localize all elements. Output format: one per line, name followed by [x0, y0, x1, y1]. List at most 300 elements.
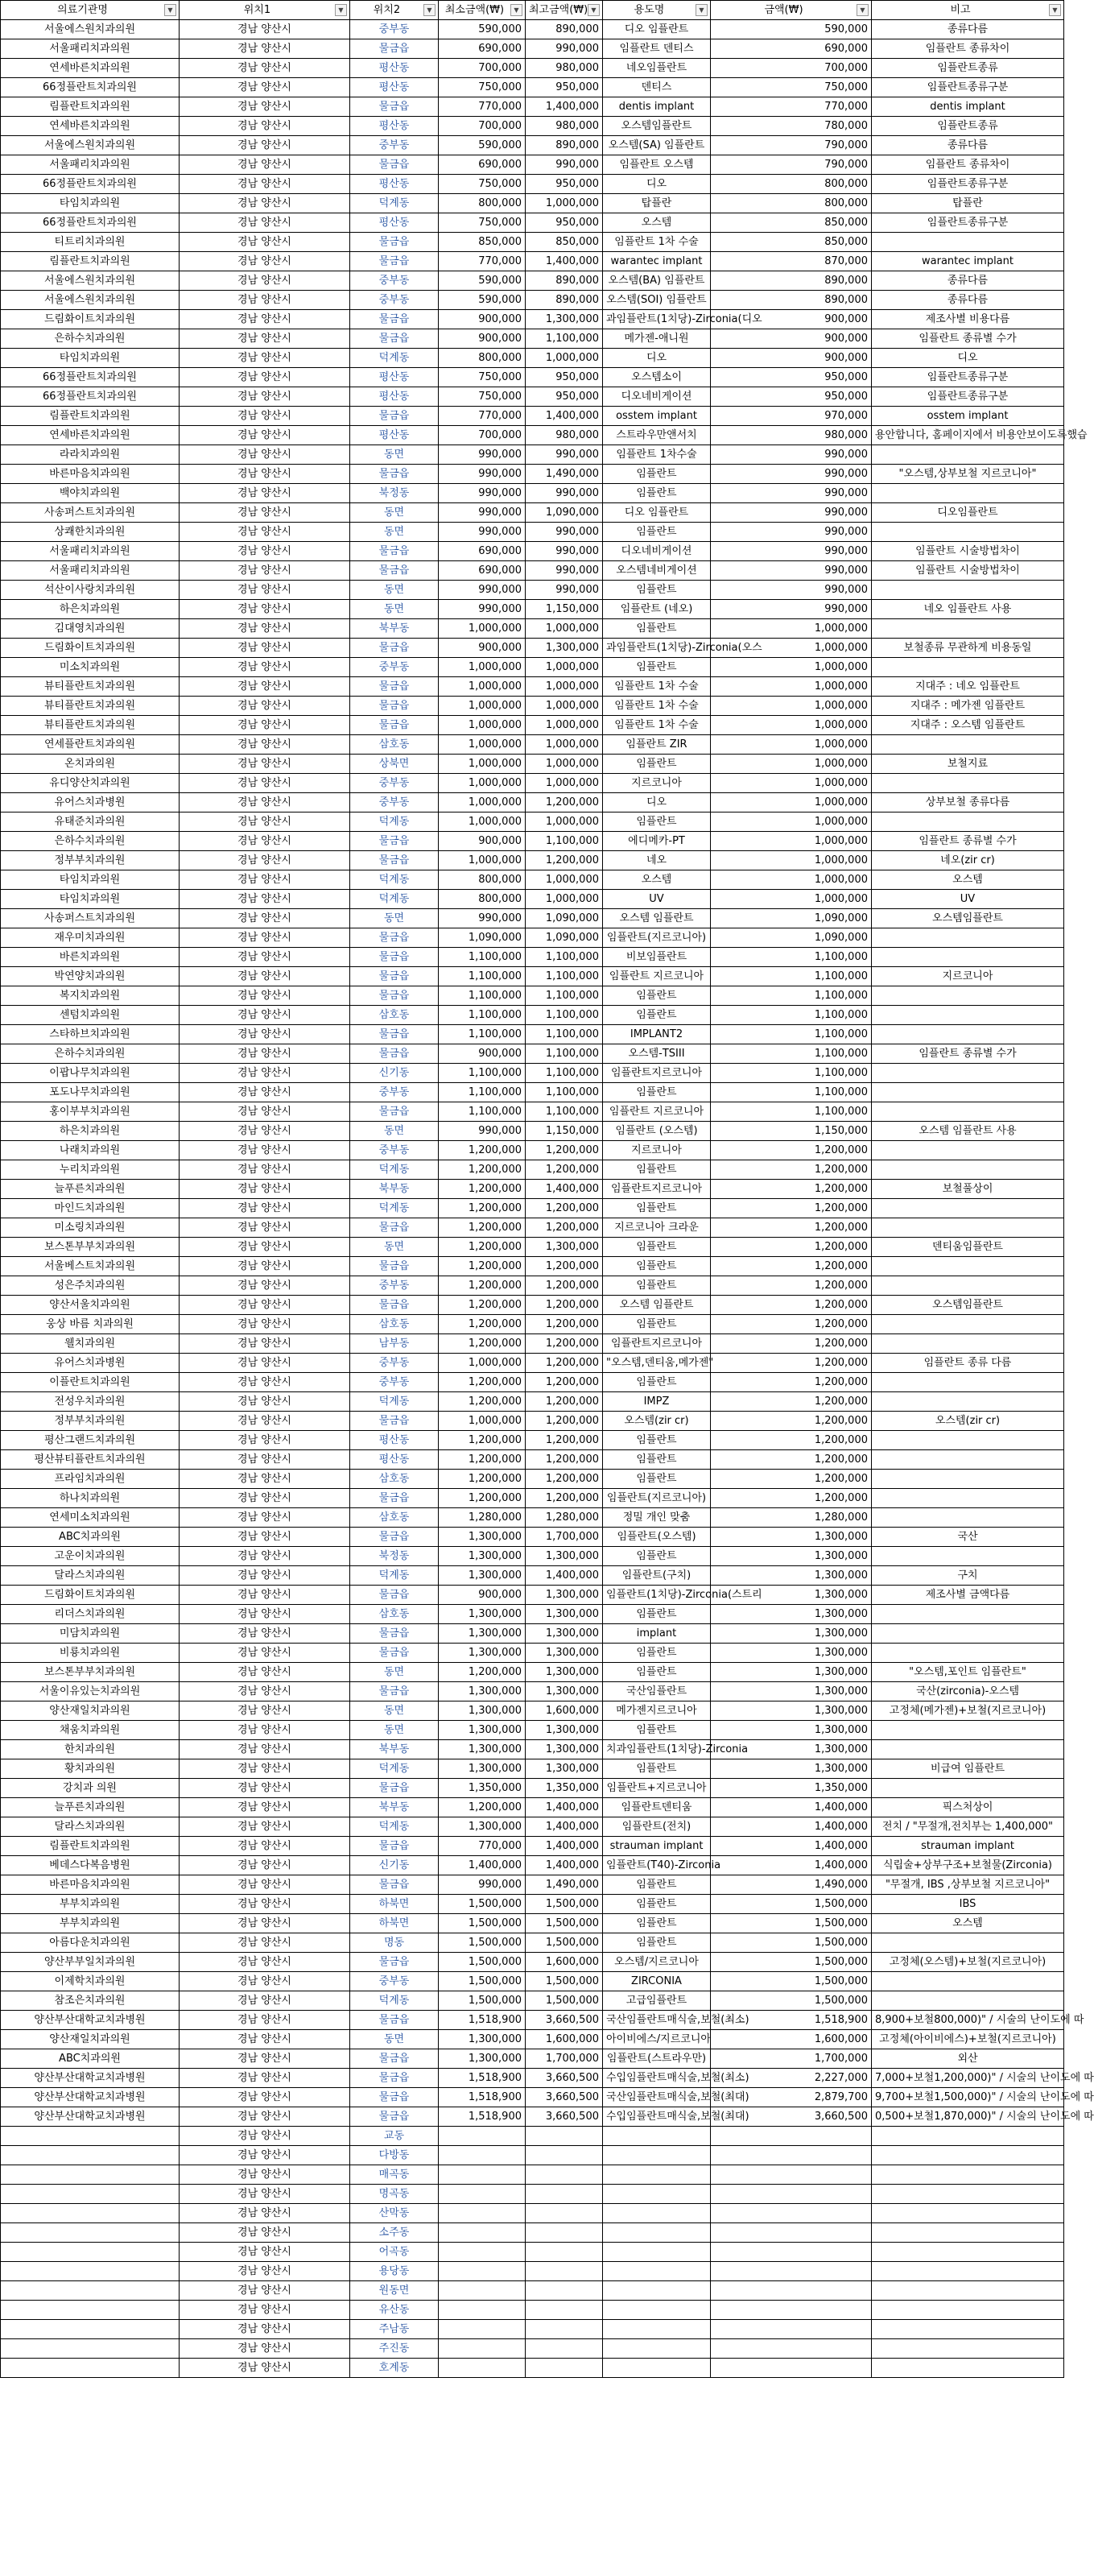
cell-location2[interactable]: 다방동 [350, 2146, 439, 2165]
cell-hospital-name[interactable] [1, 2359, 180, 2378]
cell-note[interactable]: 임플란트 시술방법차이 [872, 542, 1064, 561]
cell-usage-name[interactable]: 디오 [603, 349, 711, 368]
cell-min-price[interactable]: 1,300,000 [439, 1624, 526, 1644]
cell-min-price[interactable]: 990,000 [439, 581, 526, 600]
cell-min-price[interactable]: 1,000,000 [439, 735, 526, 755]
cell-min-price[interactable]: 990,000 [439, 600, 526, 619]
cell-location1[interactable]: 경남 양산시 [180, 1528, 350, 1547]
cell-note[interactable] [872, 1064, 1064, 1083]
cell-price[interactable]: 1,100,000 [711, 1006, 872, 1025]
cell-note[interactable] [872, 2281, 1064, 2301]
cell-price[interactable]: 1,300,000 [711, 1528, 872, 1547]
cell-price[interactable]: 1,300,000 [711, 1682, 872, 1701]
cell-max-price[interactable]: 1,200,000 [526, 1470, 603, 1489]
cell-location2[interactable]: 평산동 [350, 387, 439, 407]
cell-hospital-name[interactable]: ABC치과의원 [1, 2049, 180, 2069]
cell-usage-name[interactable]: 과임플란트(1치당)-Zirconia(오스 [603, 639, 711, 658]
cell-hospital-name[interactable]: 양산서울치과의원 [1, 1296, 180, 1315]
cell-location1[interactable]: 경남 양산시 [180, 1701, 350, 1721]
cell-location2[interactable]: 물금읍 [350, 1296, 439, 1315]
cell-location1[interactable]: 경남 양산시 [180, 387, 350, 407]
cell-location2[interactable]: 중부동 [350, 1141, 439, 1160]
cell-max-price[interactable]: 1,150,000 [526, 1122, 603, 1141]
cell-usage-name[interactable]: 임플란트 [603, 1895, 711, 1914]
cell-max-price[interactable]: 990,000 [526, 523, 603, 542]
dropdown-arrow-icon[interactable]: ▼ [857, 4, 869, 16]
cell-note[interactable]: 오스템 [872, 870, 1064, 890]
cell-price[interactable]: 990,000 [711, 561, 872, 581]
cell-max-price[interactable]: 1,100,000 [526, 832, 603, 851]
cell-min-price[interactable]: 1,300,000 [439, 2030, 526, 2049]
cell-price[interactable]: 1,000,000 [711, 619, 872, 639]
cell-location2[interactable]: 중부동 [350, 271, 439, 291]
cell-max-price[interactable]: 1,300,000 [526, 1663, 603, 1682]
cell-price[interactable]: 1,200,000 [711, 1257, 872, 1276]
cell-usage-name[interactable]: 임플란트덴티움 [603, 1798, 711, 1817]
cell-location2[interactable]: 평산동 [350, 1450, 439, 1470]
cell-location1[interactable]: 경남 양산시 [180, 484, 350, 503]
cell-min-price[interactable]: 750,000 [439, 78, 526, 97]
cell-min-price[interactable]: 1,200,000 [439, 1798, 526, 1817]
cell-max-price[interactable]: 1,100,000 [526, 948, 603, 967]
cell-usage-name[interactable]: 메가젠-애니원 [603, 329, 711, 349]
cell-min-price[interactable]: 700,000 [439, 117, 526, 136]
cell-location1[interactable]: 경남 양산시 [180, 1180, 350, 1199]
cell-price[interactable]: 1,000,000 [711, 793, 872, 812]
cell-price[interactable]: 1,200,000 [711, 1489, 872, 1508]
cell-min-price[interactable]: 990,000 [439, 465, 526, 484]
cell-location2[interactable]: 유산동 [350, 2301, 439, 2320]
cell-price[interactable]: 890,000 [711, 271, 872, 291]
cell-note[interactable]: 임플란트종류구분 [872, 213, 1064, 233]
cell-note[interactable] [872, 1199, 1064, 1218]
cell-min-price[interactable]: 1,200,000 [439, 1334, 526, 1354]
cell-location2[interactable]: 동면 [350, 1721, 439, 1740]
cell-hospital-name[interactable]: 타임치과의원 [1, 870, 180, 890]
cell-max-price[interactable]: 1,280,000 [526, 1508, 603, 1528]
cell-location1[interactable]: 경남 양산시 [180, 2243, 350, 2262]
cell-max-price[interactable] [526, 2204, 603, 2223]
cell-hospital-name[interactable]: 양산부산대학교치과병원 [1, 2107, 180, 2127]
cell-price[interactable]: 1,000,000 [711, 812, 872, 832]
cell-min-price[interactable]: 690,000 [439, 542, 526, 561]
cell-location1[interactable]: 경남 양산시 [180, 1489, 350, 1508]
cell-usage-name[interactable]: 임플란트(전치) [603, 1817, 711, 1837]
cell-location2[interactable]: 물금읍 [350, 677, 439, 697]
cell-max-price[interactable]: 990,000 [526, 39, 603, 59]
cell-location1[interactable]: 경남 양산시 [180, 561, 350, 581]
cell-max-price[interactable]: 1,600,000 [526, 1953, 603, 1972]
cell-hospital-name[interactable]: 채움치과의원 [1, 1721, 180, 1740]
cell-location2[interactable]: 물금읍 [350, 1682, 439, 1701]
cell-min-price[interactable]: 1,000,000 [439, 619, 526, 639]
cell-note[interactable] [872, 1334, 1064, 1354]
cell-usage-name[interactable]: 오스템/지르코니아 [603, 1953, 711, 1972]
cell-hospital-name[interactable]: 하나치과의원 [1, 1489, 180, 1508]
cell-max-price[interactable]: 1,100,000 [526, 1102, 603, 1122]
cell-price[interactable]: 1,000,000 [711, 697, 872, 716]
header-max-price[interactable]: 최고금액(₩) ▼ [526, 1, 603, 20]
cell-location2[interactable]: 중부동 [350, 1083, 439, 1102]
cell-max-price[interactable]: 850,000 [526, 233, 603, 252]
cell-usage-name[interactable] [603, 2339, 711, 2359]
cell-location1[interactable]: 경남 양산시 [180, 1392, 350, 1412]
cell-usage-name[interactable]: 임플란트 1차 수술 [603, 233, 711, 252]
cell-price[interactable]: 1,000,000 [711, 658, 872, 677]
cell-max-price[interactable]: 1,200,000 [526, 1199, 603, 1218]
cell-usage-name[interactable]: 치과임플란트(1치당)-Zirconia [603, 1740, 711, 1759]
cell-min-price[interactable]: 1,300,000 [439, 1566, 526, 1586]
cell-location1[interactable]: 경남 양산시 [180, 1450, 350, 1470]
cell-note[interactable]: osstem implant [872, 407, 1064, 426]
cell-location2[interactable]: 물금읍 [350, 1489, 439, 1508]
cell-note[interactable]: 고정체(오스템)+보철(지르코니아) [872, 1953, 1064, 1972]
cell-hospital-name[interactable]: 미소링치과의원 [1, 1218, 180, 1238]
cell-note[interactable]: 임플란트종류구분 [872, 175, 1064, 194]
cell-location2[interactable]: 물금읍 [350, 252, 439, 271]
cell-price[interactable]: 900,000 [711, 310, 872, 329]
cell-price[interactable]: 1,100,000 [711, 1064, 872, 1083]
cell-min-price[interactable]: 1,300,000 [439, 1817, 526, 1837]
cell-min-price[interactable]: 1,500,000 [439, 1972, 526, 1991]
cell-location2[interactable]: 남부동 [350, 1334, 439, 1354]
cell-price[interactable]: 1,350,000 [711, 1779, 872, 1798]
cell-price[interactable] [711, 2223, 872, 2243]
cell-location1[interactable]: 경남 양산시 [180, 1412, 350, 1431]
cell-max-price[interactable]: 1,300,000 [526, 1238, 603, 1257]
cell-location1[interactable]: 경남 양산시 [180, 1798, 350, 1817]
cell-hospital-name[interactable]: 상쾌한치과의원 [1, 523, 180, 542]
cell-usage-name[interactable]: 지르코니아 [603, 1141, 711, 1160]
cell-note[interactable] [872, 774, 1064, 793]
cell-location1[interactable]: 경남 양산시 [180, 1721, 350, 1740]
cell-usage-name[interactable]: 덴티스 [603, 78, 711, 97]
cell-usage-name[interactable] [603, 2146, 711, 2165]
cell-max-price[interactable]: 1,000,000 [526, 716, 603, 735]
cell-note[interactable] [872, 1102, 1064, 1122]
cell-note[interactable] [872, 1083, 1064, 1102]
cell-price[interactable]: 1,090,000 [711, 909, 872, 928]
cell-note[interactable] [872, 1779, 1064, 1798]
cell-price[interactable]: 970,000 [711, 407, 872, 426]
cell-location1[interactable]: 경남 양산시 [180, 1895, 350, 1914]
cell-price[interactable]: 1,150,000 [711, 1122, 872, 1141]
cell-usage-name[interactable]: 오스템(BA) 임플란트 [603, 271, 711, 291]
cell-hospital-name[interactable]: 양산부산대학교치과병원 [1, 2088, 180, 2107]
cell-price[interactable]: 790,000 [711, 136, 872, 155]
cell-usage-name[interactable]: 임플란트(지르코니아) [603, 1489, 711, 1508]
cell-usage-name[interactable] [603, 2185, 711, 2204]
cell-max-price[interactable]: 1,000,000 [526, 774, 603, 793]
cell-max-price[interactable]: 1,300,000 [526, 1547, 603, 1566]
cell-price[interactable]: 2,227,000 [711, 2069, 872, 2088]
cell-location2[interactable]: 중부동 [350, 291, 439, 310]
cell-location1[interactable]: 경남 양산시 [180, 2320, 350, 2339]
header-min-price[interactable]: 최소금액(₩) ▼ [439, 1, 526, 20]
cell-min-price[interactable]: 900,000 [439, 329, 526, 349]
cell-max-price[interactable]: 1,200,000 [526, 1257, 603, 1276]
cell-min-price[interactable]: 1,500,000 [439, 1914, 526, 1933]
cell-location1[interactable]: 경남 양산시 [180, 2339, 350, 2359]
cell-price[interactable]: 1,400,000 [711, 1817, 872, 1837]
cell-usage-name[interactable]: 임플란트 [603, 812, 711, 832]
cell-price[interactable]: 3,660,500 [711, 2107, 872, 2127]
cell-max-price[interactable] [526, 2339, 603, 2359]
cell-price[interactable]: 1,200,000 [711, 1218, 872, 1238]
cell-min-price[interactable]: 750,000 [439, 368, 526, 387]
cell-location2[interactable]: 삼호동 [350, 1508, 439, 1528]
cell-location2[interactable]: 평산동 [350, 1431, 439, 1450]
cell-note[interactable]: 디오 [872, 349, 1064, 368]
cell-price[interactable]: 1,200,000 [711, 1334, 872, 1354]
cell-price[interactable]: 1,200,000 [711, 1296, 872, 1315]
cell-note[interactable] [872, 2204, 1064, 2223]
cell-max-price[interactable]: 1,200,000 [526, 1334, 603, 1354]
cell-hospital-name[interactable]: 66정플란트치과의원 [1, 213, 180, 233]
cell-note[interactable]: 오스템임플란트 [872, 1296, 1064, 1315]
cell-location1[interactable]: 경남 양산시 [180, 523, 350, 542]
cell-location2[interactable]: 평산동 [350, 213, 439, 233]
cell-hospital-name[interactable]: 비룡치과의원 [1, 1644, 180, 1663]
cell-min-price[interactable]: 770,000 [439, 407, 526, 426]
cell-hospital-name[interactable]: ABC치과의원 [1, 1528, 180, 1547]
cell-hospital-name[interactable]: 드림화이트치과의원 [1, 639, 180, 658]
cell-location2[interactable]: 물금읍 [350, 155, 439, 175]
cell-note[interactable] [872, 1721, 1064, 1740]
cell-hospital-name[interactable]: 양산재일치과의원 [1, 1701, 180, 1721]
cell-max-price[interactable]: 1,100,000 [526, 1006, 603, 1025]
cell-hospital-name[interactable]: 66정플란트치과의원 [1, 387, 180, 407]
cell-min-price[interactable]: 1,100,000 [439, 1102, 526, 1122]
cell-location2[interactable]: 북정동 [350, 1547, 439, 1566]
cell-hospital-name[interactable] [1, 2281, 180, 2301]
cell-usage-name[interactable]: IMPZ [603, 1392, 711, 1412]
cell-location2[interactable]: 삼호동 [350, 1470, 439, 1489]
cell-hospital-name[interactable]: 유어스치과병원 [1, 1354, 180, 1373]
cell-usage-name[interactable] [603, 2320, 711, 2339]
cell-max-price[interactable]: 890,000 [526, 291, 603, 310]
cell-price[interactable]: 1,500,000 [711, 1972, 872, 1991]
cell-hospital-name[interactable]: 뷰티플란트치과의원 [1, 697, 180, 716]
cell-price[interactable]: 1,200,000 [711, 1470, 872, 1489]
cell-location1[interactable]: 경남 양산시 [180, 407, 350, 426]
cell-max-price[interactable] [526, 2223, 603, 2243]
dropdown-arrow-icon[interactable]: ▼ [164, 4, 176, 16]
cell-location1[interactable]: 경남 양산시 [180, 1276, 350, 1296]
cell-location2[interactable]: 물금읍 [350, 329, 439, 349]
cell-max-price[interactable] [526, 2127, 603, 2146]
cell-location2[interactable]: 물금읍 [350, 1875, 439, 1895]
cell-note[interactable]: warantec implant [872, 252, 1064, 271]
cell-location2[interactable]: 중부동 [350, 1276, 439, 1296]
cell-hospital-name[interactable]: 정부부치과의원 [1, 1412, 180, 1431]
cell-price[interactable] [711, 2204, 872, 2223]
cell-location2[interactable]: 물금읍 [350, 465, 439, 484]
cell-max-price[interactable] [526, 2243, 603, 2262]
cell-hospital-name[interactable]: 서울패리치과의원 [1, 542, 180, 561]
cell-min-price[interactable]: 850,000 [439, 233, 526, 252]
cell-note[interactable] [872, 233, 1064, 252]
cell-hospital-name[interactable]: 바른마음치과의원 [1, 465, 180, 484]
cell-hospital-name[interactable]: 바른치과의원 [1, 948, 180, 967]
cell-location1[interactable]: 경남 양산시 [180, 1586, 350, 1605]
cell-min-price[interactable]: 1,100,000 [439, 1006, 526, 1025]
cell-usage-name[interactable]: 임플란트(T40)-Zirconia [603, 1856, 711, 1875]
cell-usage-name[interactable]: 임플란트 [603, 1470, 711, 1489]
cell-location1[interactable]: 경남 양산시 [180, 2262, 350, 2281]
cell-location2[interactable]: 물금읍 [350, 310, 439, 329]
cell-location2[interactable]: 물금읍 [350, 561, 439, 581]
cell-price[interactable]: 1,100,000 [711, 986, 872, 1006]
cell-usage-name[interactable]: strauman implant [603, 1837, 711, 1856]
cell-note[interactable] [872, 1508, 1064, 1528]
cell-location1[interactable]: 경남 양산시 [180, 1740, 350, 1759]
cell-note[interactable] [872, 1025, 1064, 1044]
cell-location2[interactable]: 중부동 [350, 136, 439, 155]
cell-max-price[interactable]: 1,300,000 [526, 1740, 603, 1759]
cell-hospital-name[interactable] [1, 2339, 180, 2359]
cell-location2[interactable]: 물금읍 [350, 716, 439, 735]
cell-note[interactable]: 덴티움임플란트 [872, 1238, 1064, 1257]
cell-max-price[interactable]: 1,300,000 [526, 1682, 603, 1701]
cell-usage-name[interactable]: 메가젠지르코니아 [603, 1701, 711, 1721]
cell-usage-name[interactable] [603, 2301, 711, 2320]
cell-note[interactable]: 국산 [872, 1528, 1064, 1547]
cell-min-price[interactable]: 1,100,000 [439, 1083, 526, 1102]
cell-location2[interactable]: 덕계동 [350, 1817, 439, 1837]
cell-usage-name[interactable]: 네오 [603, 851, 711, 870]
cell-price[interactable]: 1,200,000 [711, 1315, 872, 1334]
cell-hospital-name[interactable]: 포도나무치과의원 [1, 1083, 180, 1102]
cell-min-price[interactable]: 590,000 [439, 291, 526, 310]
cell-hospital-name[interactable]: 재우미치과의원 [1, 928, 180, 948]
cell-min-price[interactable]: 1,500,000 [439, 1991, 526, 2011]
cell-max-price[interactable]: 950,000 [526, 175, 603, 194]
cell-price[interactable]: 590,000 [711, 20, 872, 39]
cell-location1[interactable]: 경남 양산시 [180, 1991, 350, 2011]
cell-location2[interactable]: 덕계동 [350, 1392, 439, 1412]
cell-min-price[interactable]: 1,100,000 [439, 967, 526, 986]
cell-location1[interactable]: 경남 양산시 [180, 986, 350, 1006]
cell-hospital-name[interactable]: 림플란트치과의원 [1, 407, 180, 426]
cell-note[interactable] [872, 2339, 1064, 2359]
cell-price[interactable]: 1,200,000 [711, 1199, 872, 1218]
cell-min-price[interactable]: 1,300,000 [439, 1528, 526, 1547]
cell-price[interactable] [711, 2320, 872, 2339]
cell-hospital-name[interactable]: 바른마음치과의원 [1, 1875, 180, 1895]
cell-location2[interactable]: 물금읍 [350, 2069, 439, 2088]
cell-max-price[interactable]: 1,300,000 [526, 1721, 603, 1740]
cell-max-price[interactable]: 1,400,000 [526, 1566, 603, 1586]
cell-usage-name[interactable]: 임플란트지르코니아 [603, 1064, 711, 1083]
cell-min-price[interactable]: 700,000 [439, 426, 526, 445]
cell-max-price[interactable]: 1,000,000 [526, 890, 603, 909]
cell-note[interactable] [872, 445, 1064, 465]
cell-price[interactable]: 1,200,000 [711, 1141, 872, 1160]
cell-hospital-name[interactable]: 아름다운치과의원 [1, 1933, 180, 1953]
cell-min-price[interactable]: 1,300,000 [439, 1721, 526, 1740]
cell-location1[interactable]: 경남 양산시 [180, 136, 350, 155]
cell-price[interactable]: 900,000 [711, 349, 872, 368]
cell-hospital-name[interactable]: 웅상 바름 치과의원 [1, 1315, 180, 1334]
cell-usage-name[interactable]: 오스템 임플란트 [603, 1296, 711, 1315]
cell-min-price[interactable]: 1,100,000 [439, 986, 526, 1006]
cell-min-price[interactable]: 690,000 [439, 155, 526, 175]
cell-usage-name[interactable]: IMPLANT2 [603, 1025, 711, 1044]
cell-location1[interactable]: 경남 양산시 [180, 2069, 350, 2088]
cell-min-price[interactable]: 900,000 [439, 1044, 526, 1064]
cell-price[interactable]: 1,000,000 [711, 755, 872, 774]
header-usage-name[interactable]: 용도명 ▼ [603, 1, 711, 20]
cell-location1[interactable]: 경남 양산시 [180, 716, 350, 735]
cell-hospital-name[interactable]: 이제학치과의원 [1, 1972, 180, 1991]
cell-location1[interactable]: 경남 양산시 [180, 1122, 350, 1141]
cell-hospital-name[interactable]: 림플란트치과의원 [1, 252, 180, 271]
cell-note[interactable]: 오스템(zir cr) [872, 1412, 1064, 1431]
cell-hospital-name[interactable]: 평산뷰티플란트치과의원 [1, 1450, 180, 1470]
cell-min-price[interactable]: 1,000,000 [439, 677, 526, 697]
cell-hospital-name[interactable]: 라라치과의원 [1, 445, 180, 465]
cell-usage-name[interactable]: 오스템 임플란트 [603, 909, 711, 928]
cell-max-price[interactable]: 1,200,000 [526, 1160, 603, 1180]
cell-min-price[interactable]: 1,100,000 [439, 1064, 526, 1083]
cell-note[interactable]: strauman implant [872, 1837, 1064, 1856]
cell-price[interactable]: 790,000 [711, 155, 872, 175]
cell-location2[interactable]: 동면 [350, 600, 439, 619]
cell-usage-name[interactable]: 비보임플란트 [603, 948, 711, 967]
cell-location2[interactable]: 물금읍 [350, 1412, 439, 1431]
cell-location2[interactable]: 동면 [350, 1701, 439, 1721]
cell-note[interactable]: 제조사별 금액다름 [872, 1586, 1064, 1605]
cell-location2[interactable]: 물금읍 [350, 928, 439, 948]
cell-location1[interactable]: 경남 양산시 [180, 97, 350, 117]
cell-hospital-name[interactable]: 서울에스원치과의원 [1, 136, 180, 155]
cell-hospital-name[interactable]: 베데스다복음병원 [1, 1856, 180, 1875]
cell-location2[interactable]: 북정동 [350, 484, 439, 503]
cell-location2[interactable]: 동면 [350, 581, 439, 600]
cell-hospital-name[interactable]: 성은주치과의원 [1, 1276, 180, 1296]
cell-location1[interactable]: 경남 양산시 [180, 1875, 350, 1895]
cell-hospital-name[interactable]: 한치과의원 [1, 1740, 180, 1759]
cell-location1[interactable]: 경남 양산시 [180, 2107, 350, 2127]
cell-hospital-name[interactable]: 하은치과의원 [1, 1122, 180, 1141]
cell-min-price[interactable]: 1,518,900 [439, 2011, 526, 2030]
cell-price[interactable]: 1,280,000 [711, 1508, 872, 1528]
cell-location1[interactable]: 경남 양산시 [180, 117, 350, 136]
cell-usage-name[interactable]: 디오네비게이션 [603, 542, 711, 561]
cell-note[interactable]: 국산(zirconia)-오스템 [872, 1682, 1064, 1701]
cell-location1[interactable]: 경남 양산시 [180, 1566, 350, 1586]
cell-location2[interactable]: 물금읍 [350, 851, 439, 870]
cell-usage-name[interactable]: 지르코니아 크라운 [603, 1218, 711, 1238]
cell-max-price[interactable]: 1,490,000 [526, 465, 603, 484]
cell-price[interactable]: 1,200,000 [711, 1160, 872, 1180]
cell-location2[interactable]: 물금읍 [350, 1953, 439, 1972]
cell-location1[interactable]: 경남 양산시 [180, 2011, 350, 2030]
cell-location2[interactable]: 북부동 [350, 1798, 439, 1817]
cell-hospital-name[interactable]: 서울에스원치과의원 [1, 291, 180, 310]
cell-hospital-name[interactable]: 림플란트치과의원 [1, 97, 180, 117]
cell-location1[interactable]: 경남 양산시 [180, 658, 350, 677]
cell-location1[interactable]: 경남 양산시 [180, 1470, 350, 1489]
cell-usage-name[interactable]: 임플란트 [603, 619, 711, 639]
cell-min-price[interactable]: 750,000 [439, 213, 526, 233]
cell-location2[interactable]: 덕계동 [350, 870, 439, 890]
cell-price[interactable]: 950,000 [711, 387, 872, 407]
cell-price[interactable]: 990,000 [711, 445, 872, 465]
cell-note[interactable] [872, 1006, 1064, 1025]
cell-max-price[interactable]: 890,000 [526, 20, 603, 39]
